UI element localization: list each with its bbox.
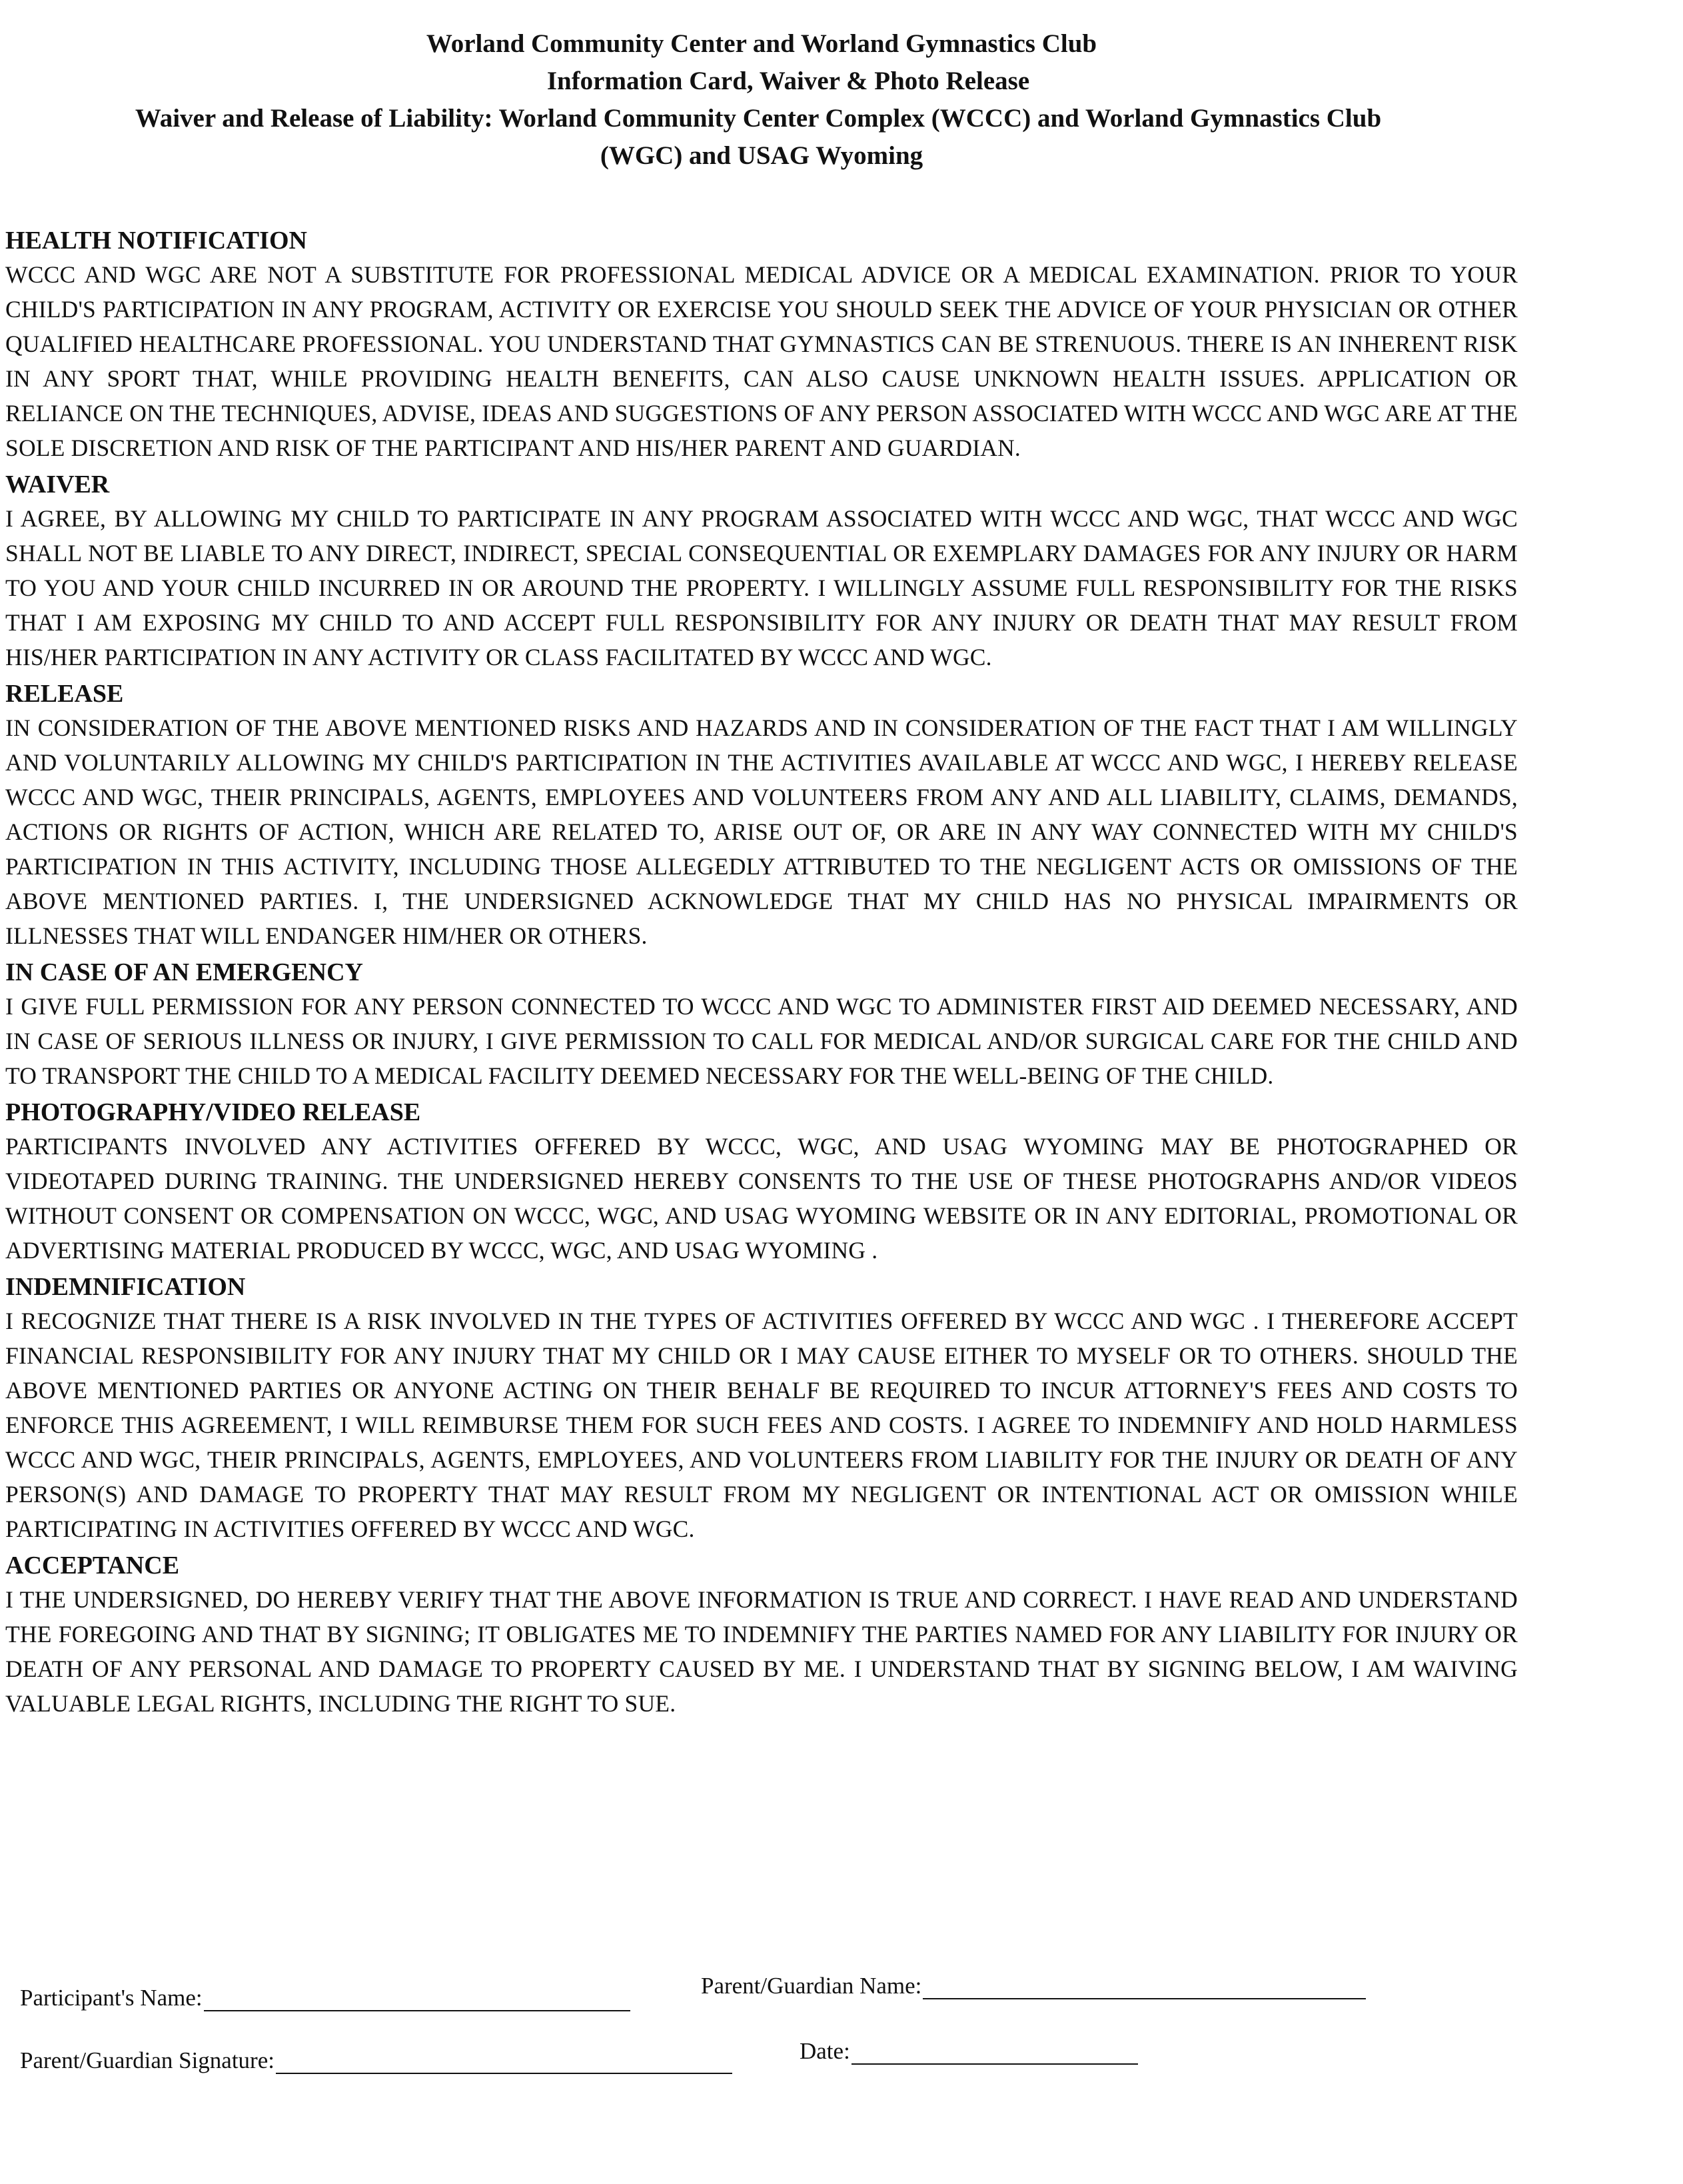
section-text: PARTICIPANTS INVOLVED ANY ACTIVITIES OFFERED BY WCCC, WGC, AND USAG WYOMING MAY BE PHOTOGRAPHED OR VIDEOTAPED DURING TRAINING. THE UNDERSIGNED HEREBY CONSENTS TO THE USE OF THESE PHOTOGRAPHS AND/OR VIDEOS WITHOUT CONSENT OR COMPENSATION ON WCCC, WGC, AND USAG WYOMING WEBSITE OR IN ANY EDITORIAL, PROMOTIONAL OR ADVERTISING MATERIAL PRODUCED BY WCCC, WGC, AND USAG WYOMING . <box>5 1133 1518 1264</box>
parent-signature-label: Parent/Guardian Signature: <box>20 2047 275 2073</box>
date-label: Date: <box>800 2038 850 2064</box>
section-acceptance <box>5 1549 1518 1721</box>
section-title: RELEASE <box>5 680 124 708</box>
section-title: HEALTH NOTIFICATION <box>5 227 307 255</box>
header-organization-title: Worland Community Center and Worland Gymnastics Club <box>426 29 1097 58</box>
header-waiver-subtitle: (WGC) and USAG Wyoming <box>600 141 923 170</box>
section-title: IN CASE OF AN EMERGENCY <box>5 958 363 986</box>
section-waiver <box>5 468 1518 674</box>
section-text: I AGREE, BY ALLOWING MY CHILD TO PARTICIPATE IN ANY PROGRAM ASSOCIATED WITH WCCC AND WGC, THAT WCCC AND WGC SHALL NOT BE LIABLE TO ANY DIRECT, INDIRECT, SPECIAL CONSEQUENTIAL OR EXEMPLARY DAMAGES FOR ANY INJURY OR HARM TO YOU AND YOUR CHILD INCURRED IN OR AROUND THE PROPERTY. I WILLINGLY ASSUME FULL RESPONSIBILITY FOR THE RISKS THAT I AM EXPOSING MY CHILD TO AND ACCEPT FULL RESPONSIBILITY FOR ANY INJURY OR DEATH THAT MAY RESULT FROM HIS/HER PARTICIPATION IN ANY ACTIVITY OR CLASS FACILITATED BY WCCC AND WGC. <box>5 505 1518 670</box>
participant-name-field[interactable] <box>204 1986 630 2011</box>
parent-name-label: Parent/Guardian Name: <box>701 1973 922 1999</box>
document-header <box>0 25 1683 175</box>
parent-signature-field[interactable] <box>276 2049 732 2074</box>
section-title: WAIVER <box>5 471 110 499</box>
parent-name-field[interactable] <box>923 1974 1366 1999</box>
date-row <box>800 2038 1138 2065</box>
header-form-title: Information Card, Waiver & Photo Release <box>546 67 1030 95</box>
parent-name-row <box>701 1973 1366 1999</box>
document-body <box>5 224 1518 1723</box>
section-text: I GIVE FULL PERMISSION FOR ANY PERSON CONNECTED TO WCCC AND WGC TO ADMINISTER FIRST AID DEEMED NECESSARY, AND IN CASE OF SERIOUS ILLNESS OR INJURY, I GIVE PERMISSION TO CALL FOR MEDICAL AND/OR SURGICAL CARE FOR THE CHILD AND TO TRANSPORT THE CHILD TO A MEDICAL FACILITY DEEMED NECESSARY FOR THE WELL-BEING OF THE CHILD. <box>5 993 1518 1089</box>
section-title: ACCEPTANCE <box>5 1552 180 1580</box>
section-health-notification <box>5 224 1518 465</box>
section-indemnification <box>5 1270 1518 1546</box>
section-text: I THE UNDERSIGNED, DO HEREBY VERIFY THAT THE ABOVE INFORMATION IS TRUE AND CORRECT. I HAVE READ AND UNDERSTAND THE FOREGOING AND THAT BY SIGNING; IT OBLIGATES ME TO INDEMNIFY THE PARTIES NAMED FOR ANY LIABILITY FOR INJURY OR DEATH OF ANY PERSONAL AND DAMAGE TO PROPERTY CAUSED BY ME. I UNDERSTAND THAT BY SIGNING BELOW, I AM WAIVING VALUABLE LEGAL RIGHTS, INCLUDING THE RIGHT TO SUE. <box>5 1586 1518 1717</box>
date-field[interactable] <box>851 2039 1138 2065</box>
section-photo-video-release <box>5 1096 1518 1268</box>
section-text: I RECOGNIZE THAT THERE IS A RISK INVOLVED IN THE TYPES OF ACTIVITIES OFFERED BY WCCC AND WGC . I THEREFORE ACCEPT FINANCIAL RESPONSIBILITY FOR ANY INJURY THAT MY CHILD OR I MAY CAUSE EITHER TO MYSELF OR TO OTHERS. SHOULD THE ABOVE MENTIONED PARTIES OR ANYONE ACTING ON THEIR BEHALF BE REQUIRED TO INCUR ATTORNEY'S FEES AND COSTS TO ENFORCE THIS AGREEMENT, I WILL REIMBURSE THEM FOR SUCH FEES AND COSTS. I AGREE TO INDEMNIFY AND HOLD HARMLESS WCCC AND WGC, THEIR PRINCIPALS, AGENTS, EMPLOYEES, AND VOLUNTEERS FROM LIABILITY FOR THE INJURY OR DEATH OF ANY PERSON(S) AND DAMAGE TO PROPERTY THAT MAY RESULT FROM MY NEGLIGENT OR INTENTIONAL ACT OR OMISSION WHILE PARTICIPATING IN ACTIVITIES OFFERED BY WCCC AND WGC. <box>5 1308 1518 1542</box>
section-title: INDEMNIFICATION <box>5 1273 246 1301</box>
participant-name-label: Participant's Name: <box>20 1985 203 2011</box>
section-emergency <box>5 956 1518 1093</box>
participant-name-row <box>20 1985 630 2011</box>
parent-signature-row <box>20 2047 732 2074</box>
section-title: PHOTOGRAPHY/VIDEO RELEASE <box>5 1098 421 1126</box>
section-text: WCCC AND WGC ARE NOT A SUBSTITUTE FOR PROFESSIONAL MEDICAL ADVICE OR A MEDICAL EXAMINATION. PRIOR TO YOUR CHILD'S PARTICIPATION IN ANY PROGRAM, ACTIVITY OR EXERCISE YOU SHOULD SEEK THE ADVICE OF YOUR PHYSICIAN OR OTHER QUALIFIED HEALTHCARE PROFESSIONAL. YOU UNDERSTAND THAT GYMNASTICS CAN BE STRENUOUS. THERE IS AN INHERENT RISK IN ANY SPORT THAT, WHILE PROVIDING HEALTH BENEFITS, CAN ALSO CAUSE UNKNOWN HEALTH ISSUES. APPLICATION OR RELIANCE ON THE TECHNIQUES, ADVISE, IDEAS AND SUGGESTIONS OF ANY PERSON ASSOCIATED WITH WCCC AND WGC ARE AT THE SOLE DISCRETION AND RISK OF THE PARTICIPANT AND HIS/HER PARENT AND GUARDIAN. <box>5 261 1518 461</box>
header-waiver-title: Waiver and Release of Liability: Worland Community Center Complex (WCCC) and Worland Gymnastics Club <box>135 104 1382 133</box>
section-release <box>5 677 1518 953</box>
signature-block <box>0 1973 1683 2086</box>
section-text: IN CONSIDERATION OF THE ABOVE MENTIONED RISKS AND HAZARDS AND IN CONSIDERATION OF THE FACT THAT I AM WILLINGLY AND VOLUNTARILY ALLOWING MY CHILD'S PARTICIPATION IN THE ACTIVITIES AVAILABLE AT WCCC AND WGC, I HEREBY RELEASE WCCC AND WGC, THEIR PRINCIPALS, AGENTS, EMPLOYEES AND VOLUNTEERS FROM ANY AND ALL LIABILITY, CLAIMS, DEMANDS, ACTIONS OR RIGHTS OF ACTION, WHICH ARE RELATED TO, ARISE OUT OF, OR ARE IN ANY WAY CONNECTED WITH MY CHILD'S PARTICIPATION IN THIS ACTIVITY, INCLUDING THOSE ALLEGEDLY ATTRIBUTED TO THE NEGLIGENT ACTS OR OMISSIONS OF THE ABOVE MENTIONED PARTIES. I, THE UNDERSIGNED ACKNOWLEDGE THAT MY CHILD HAS NO PHYSICAL IMPAIRMENTS OR ILLNESSES THAT WILL ENDANGER HIM/HER OR OTHERS. <box>5 714 1518 949</box>
